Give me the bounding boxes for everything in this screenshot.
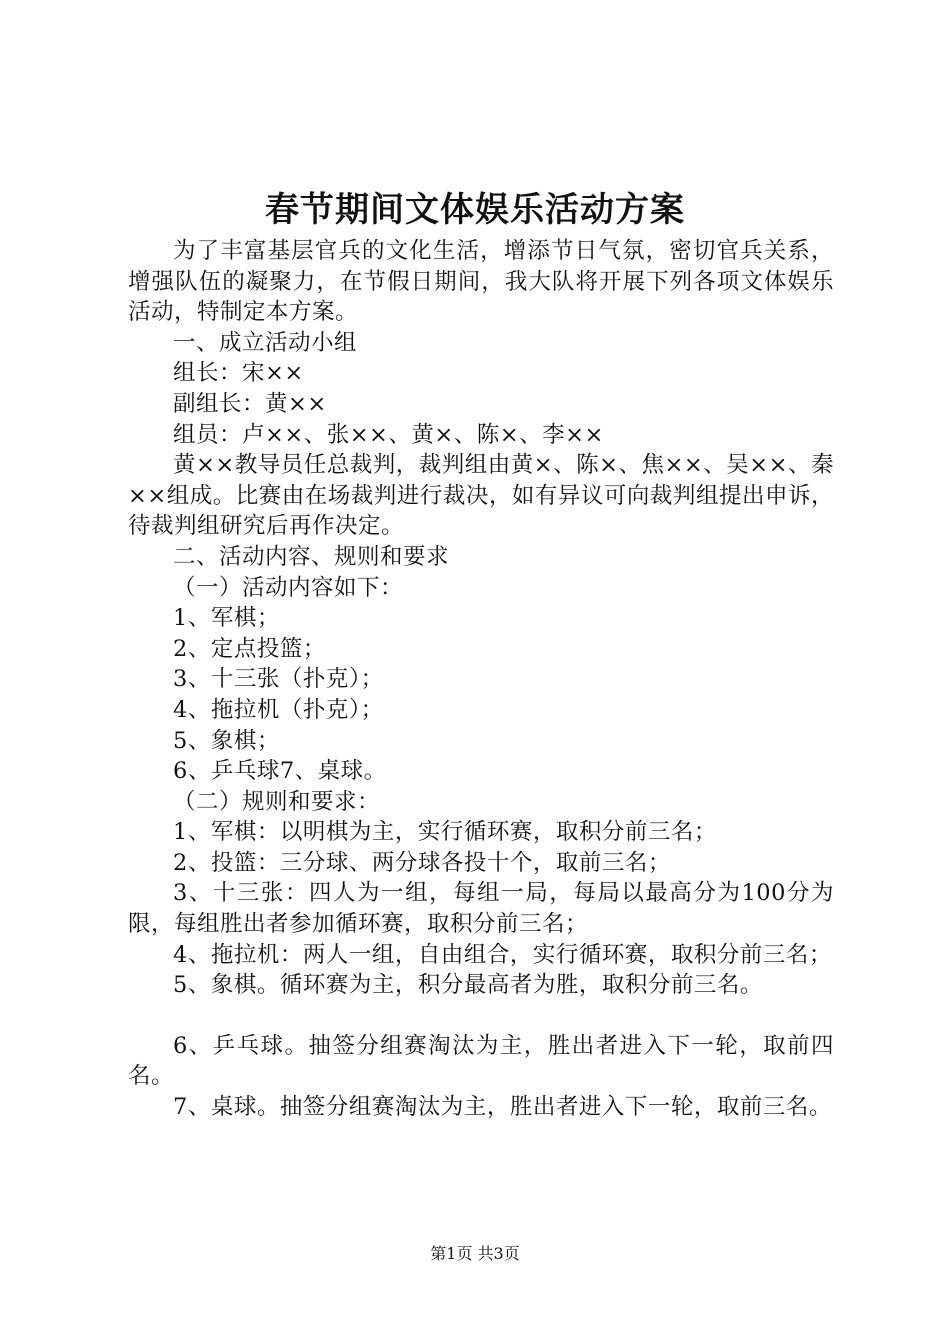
paragraph: 组长：宋×× [173, 360, 304, 387]
section-heading: 一、成立活动小组 [173, 329, 358, 356]
paragraph: 组员：卢××、张××、黄×、陈×、李×× [173, 421, 604, 448]
sub-heading: （一）活动内容如下： [173, 574, 404, 601]
rule-item: 6、乒乓球。抽签分组赛淘汰为主，胜出者进入下一轮，取前四名。 [128, 1032, 834, 1090]
list-item: 4、拖拉机（扑克）； [173, 696, 384, 723]
list-item: 1、军棋； [173, 605, 280, 632]
rule-item: 7、桌球。抽签分组赛淘汰为主，胜出者进入下一轮，取前三名。 [173, 1094, 832, 1121]
sub-heading: （二）规则和要求： [173, 788, 381, 815]
page-number: 第1页 共3页 [430, 1244, 520, 1263]
paragraph: 黄××教导员任总裁判，裁判组由黄×、陈×、焦××、吴××、秦××组成。比赛由在场裁判进行裁决，如有异议可向裁判组提出申诉，待裁判组研究后再作决定。 [128, 452, 834, 540]
document-body [128, 236, 834, 1123]
list-item: 3、十三张（扑克）； [173, 666, 384, 693]
list-item: 6、乒乓球7、桌球。 [173, 758, 387, 785]
paragraph: 副组长：黄×× [173, 390, 327, 417]
list-item: 2、定点投篮； [173, 635, 326, 662]
rule-item: 2、投篮：三分球、两分球各投十个，取前三名； [173, 849, 671, 876]
list-item: 5、象棋； [173, 727, 280, 754]
page-title: 春节期间文体娱乐活动方案 [265, 190, 685, 230]
rule-item: 4、拖拉机：两人一组，自由组合，实行循环赛，取积分前三名； [173, 941, 832, 968]
intro-paragraph: 为了丰富基层官兵的文化生活，增添节日气氛，密切官兵关系，增强队伍的凝聚力，在节假日期间，我大队将开展下列各项文体娱乐活动，特制定本方案。 [128, 238, 834, 326]
rule-item: 1、军棋：以明棋为主，实行循环赛，取积分前三名； [173, 819, 717, 846]
rule-item: 5、象棋。循环赛为主，积分最高者为胜，取积分前三名。 [173, 972, 763, 999]
rule-item: 3、十三张：四人为一组，每组一局，每局以最高分为100分为限，每组胜出者参加循环赛，取积分前三名； [128, 880, 834, 938]
section-heading: 二、活动内容、规则和要求 [173, 543, 450, 570]
